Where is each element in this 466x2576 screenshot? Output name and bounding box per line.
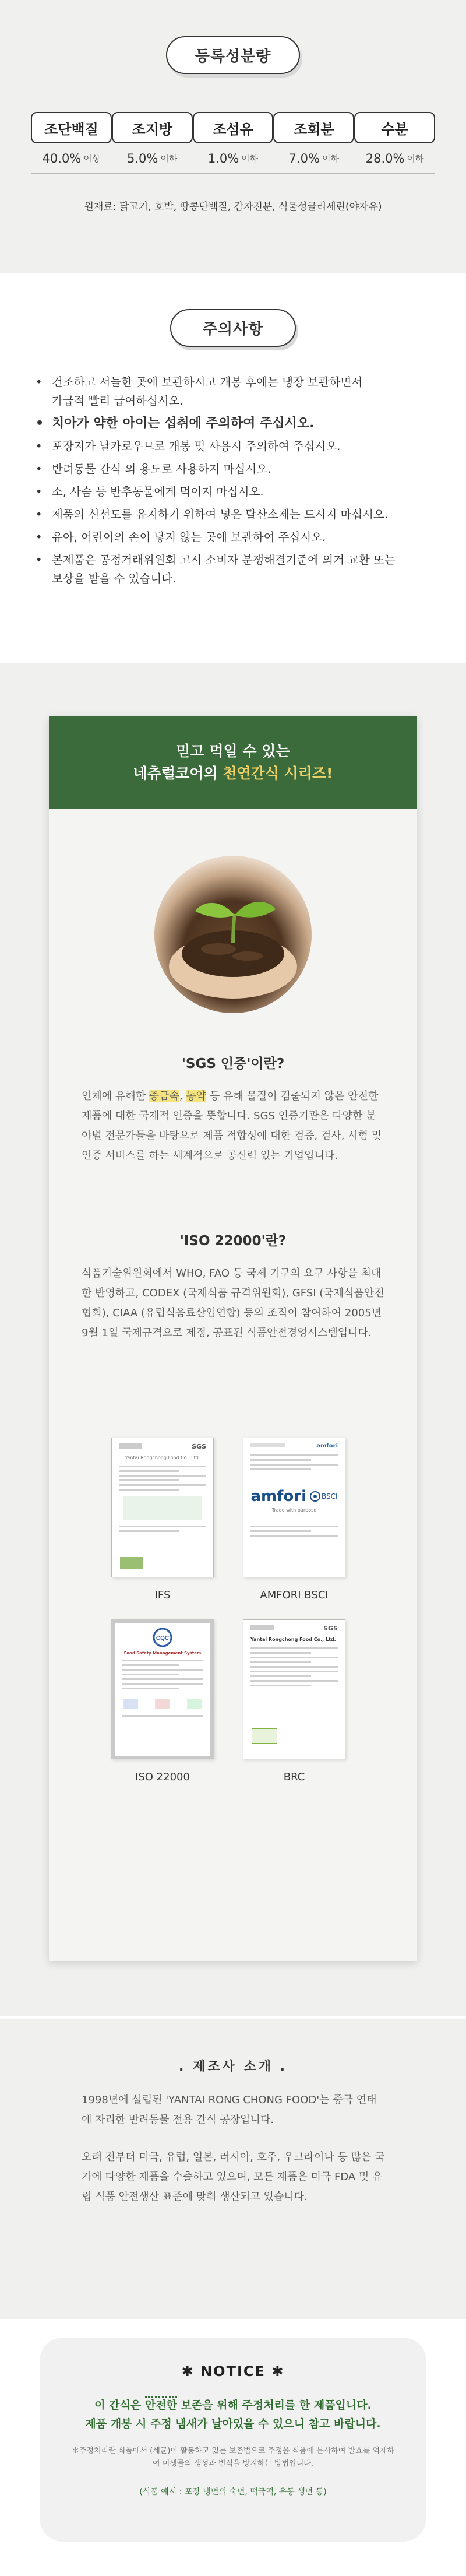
ingredients-text: 원재료: 닭고기, 호박, 땅콩단백질, 감자전분, 식물성글리세린(야자유) bbox=[84, 201, 382, 213]
trust-section bbox=[0, 663, 466, 2016]
caution-item: • 포장지가 날카로우므로 개봉 및 사용시 주의하여 주십시오. bbox=[32, 437, 434, 456]
trust-card-header bbox=[49, 716, 417, 809]
nutrition-col bbox=[31, 112, 112, 174]
nutrition-col bbox=[112, 112, 193, 174]
cert-bsci-label: AMFORI BSCI bbox=[260, 1589, 329, 1601]
caution-item: 가급적 빨리 급여하십시오. bbox=[52, 394, 183, 407]
iso-paragraph: 식품기술위원회에서 WHO, FAO 등 국제 기구의 요구 사항을 최대한 반영하고, CODEX (국제식품 규격위원회), GFSI (국제식품안전협회), CIAA (유럽식음료산업연합) 등의 조직이 참여하여 2005년 9월 1일 국제규격으로 제정, 공표된 식품안전경영시스템입니다. bbox=[82, 1267, 384, 1339]
amfori-logo-text: amfori bbox=[250, 1488, 306, 1505]
cert-bsci bbox=[243, 1438, 345, 1577]
cert-ifs-sub: Yantai Rongchong Food Co., Ltd. bbox=[125, 1455, 200, 1460]
sprout-image bbox=[154, 856, 312, 1013]
notice-line1-post: 보존을 위해 주정처리를 한 제품입니다. bbox=[176, 2399, 372, 2412]
nutrition-value-text: 40.0% bbox=[42, 151, 82, 166]
nutrition-value bbox=[112, 143, 193, 174]
cert-brc-sub: Yantai Rongchong Food Co., Ltd. bbox=[250, 1637, 336, 1642]
sgs-mark-pesticide: 농약 bbox=[186, 1090, 207, 1102]
iso-title: 'ISO 22000'란? bbox=[179, 1233, 287, 1249]
nutrition-head: 조지방 bbox=[112, 112, 193, 143]
nutrition-value bbox=[31, 143, 112, 174]
trust-head-text: 네츄럴코어의 bbox=[133, 765, 223, 782]
nutrition-value bbox=[193, 143, 274, 174]
notice-line2: 제품 개봉 시 주정 냄새가 날아있을 수 있으니 참고 바랍니다. bbox=[85, 2417, 381, 2430]
nutrition-section bbox=[0, 0, 466, 273]
nutrition-value-text: 28.0% bbox=[365, 151, 405, 166]
nutrition-value-text: 7.0% bbox=[288, 151, 320, 166]
nutrition-qualifier: 이하 bbox=[407, 153, 424, 164]
trust-head-highlight: 천연간식 시리즈! bbox=[223, 765, 333, 782]
cert-brc-header: SGS bbox=[323, 1625, 338, 1632]
caution-list bbox=[32, 373, 434, 592]
notice-title: ✱ NOTICE ✱ bbox=[181, 2363, 285, 2380]
trust-head-line2 bbox=[49, 762, 417, 785]
notice-line1-pre: 이 간식은 bbox=[94, 2399, 145, 2412]
caution-title: 주의사항 bbox=[170, 309, 296, 347]
maker-p2: 오래 전부터 미국, 유럽, 일본, 러시아, 호주, 우크라이나 등 많은 국가에 다양한 제품을 수출하고 있으며, 모든 제품은 미국 FDA 및 유럽 식품 안전생산 표준에 맞춰 생산되고 있습니다. bbox=[82, 2151, 385, 2203]
caution-item: • 반려동물 간식 외 용도로 사용하지 마십시오. bbox=[32, 460, 434, 479]
sgs-text-comma: , bbox=[179, 1090, 186, 1102]
cert-brc-label: BRC bbox=[283, 1771, 305, 1783]
sgs-text-pre: 인체에 유해한 bbox=[82, 1090, 149, 1102]
nutrition-head: 조회분 bbox=[273, 112, 354, 143]
notice-line1 bbox=[40, 2396, 426, 2415]
notice-line1-emph: 안전한 bbox=[145, 2396, 177, 2412]
sgs-title: 'SGS 인증'이란? bbox=[181, 1056, 285, 1071]
cert-iso-label: ISO 22000 bbox=[135, 1771, 190, 1783]
nutrition-qualifier: 이상 bbox=[83, 153, 101, 164]
nutrition-col bbox=[273, 112, 354, 174]
caution-item: • 소, 사슴 등 반추동물에게 먹이지 마십시오. bbox=[32, 483, 434, 501]
caution-item: • 치아가 약한 아이는 섭취에 주의하여 주십시오. bbox=[32, 414, 434, 433]
caution-section bbox=[0, 273, 466, 663]
maker-section bbox=[0, 2016, 466, 2319]
caution-item: 보상을 받을 수 있습니다. bbox=[52, 572, 176, 585]
cert-iso bbox=[111, 1619, 214, 1759]
nutrition-qualifier: 이하 bbox=[160, 153, 178, 164]
maker-p1: 1998년에 설립된 'YANTAI RONG CHONG FOOD'는 중국 연태에 자리한 반려동물 전용 간식 공장입니다. bbox=[82, 2094, 377, 2126]
nutrition-qualifier: 이하 bbox=[322, 153, 339, 164]
amfori-logo-icon bbox=[249, 1488, 339, 1505]
nutrition-col bbox=[354, 112, 435, 174]
nutrition-value-text: 1.0% bbox=[207, 151, 239, 166]
sgs-mark-heavy-metal: 중금속 bbox=[149, 1090, 179, 1102]
caution-item: • 유아, 어린이의 손이 닿지 않는 곳에 보관하여 주십시오. bbox=[32, 528, 434, 547]
cert-bsci-header: amfori bbox=[316, 1443, 338, 1449]
notice-box bbox=[40, 2338, 426, 2542]
nutrition-title: 등록성분량 bbox=[166, 36, 301, 74]
bsci-text: BSCI bbox=[321, 1492, 338, 1500]
ifs-logo-icon bbox=[120, 1557, 143, 1569]
cert-iso-sub: Food Safety Management System bbox=[123, 1651, 202, 1656]
cert-ifs-header: SGS bbox=[192, 1443, 206, 1450]
nutrition-value bbox=[354, 143, 435, 174]
notice-section bbox=[0, 2319, 466, 2576]
nutrition-table bbox=[31, 112, 435, 174]
cert-bsci-sub: Trade with purpose bbox=[271, 1507, 317, 1513]
cert-ifs-label: IFS bbox=[154, 1589, 171, 1601]
sprout-icon bbox=[154, 856, 312, 1013]
trust-card bbox=[49, 716, 417, 1961]
brc-logo-icon bbox=[252, 1728, 277, 1744]
caution-item: • 본제품은 공정거래위원회 고시 소비자 분쟁해결기준에 의거 교환 또는 bbox=[32, 551, 434, 570]
nutrition-value-text: 5.0% bbox=[127, 151, 158, 166]
trust-head-line1: 믿고 먹일 수 있는 bbox=[176, 743, 290, 760]
cert-ifs bbox=[111, 1438, 214, 1577]
sgs-text-post: 등 유해 물질이 검출되지 않은 안전한 제품에 대한 국제적 인증을 뜻합니다. SGS 인증기관은 다양한 분야별 전문가들을 바탕으로 제품 적합성에 대한 검증, 검사, 시험 및 인증 서비스를 하는 세계적으로 공신력 있는 기업입니다. bbox=[82, 1090, 382, 1162]
svg-text:CQC: CQC bbox=[156, 1635, 170, 1642]
cert-brc bbox=[243, 1619, 345, 1759]
notice-small: ＊주정처리란 식품에서 (세균)이 활동하고 있는 보존법으로 주정을 식품에 분사하여 발효를 억제하여 미생물의 생성과 번식을 방지하는 방법입니다. bbox=[71, 2447, 395, 2468]
nutrition-col bbox=[193, 112, 274, 174]
nutrition-head: 조단백질 bbox=[31, 112, 112, 143]
maker-title: . 제조사 소개 . bbox=[179, 2060, 287, 2074]
nutrition-value bbox=[273, 143, 354, 174]
nutrition-qualifier: 이하 bbox=[241, 153, 259, 164]
caution-item: • 건조하고 서늘한 곳에 보관하시고 개봉 후에는 냉장 보관하면서 bbox=[32, 373, 434, 392]
caution-item: • 제품의 신선도를 유지하기 위하여 넣은 탈산소제는 드시지 마십시오. bbox=[32, 505, 434, 524]
sgs-paragraph bbox=[82, 1087, 384, 1166]
cqc-logo-icon bbox=[115, 1623, 210, 1650]
notice-small2: (식품 예시 : 포장 냉면의 숙면, 떡국떡, 우동 생면 등) bbox=[139, 2487, 327, 2497]
nutrition-head: 수분 bbox=[354, 112, 435, 143]
nutrition-head: 조섬유 bbox=[193, 112, 274, 143]
